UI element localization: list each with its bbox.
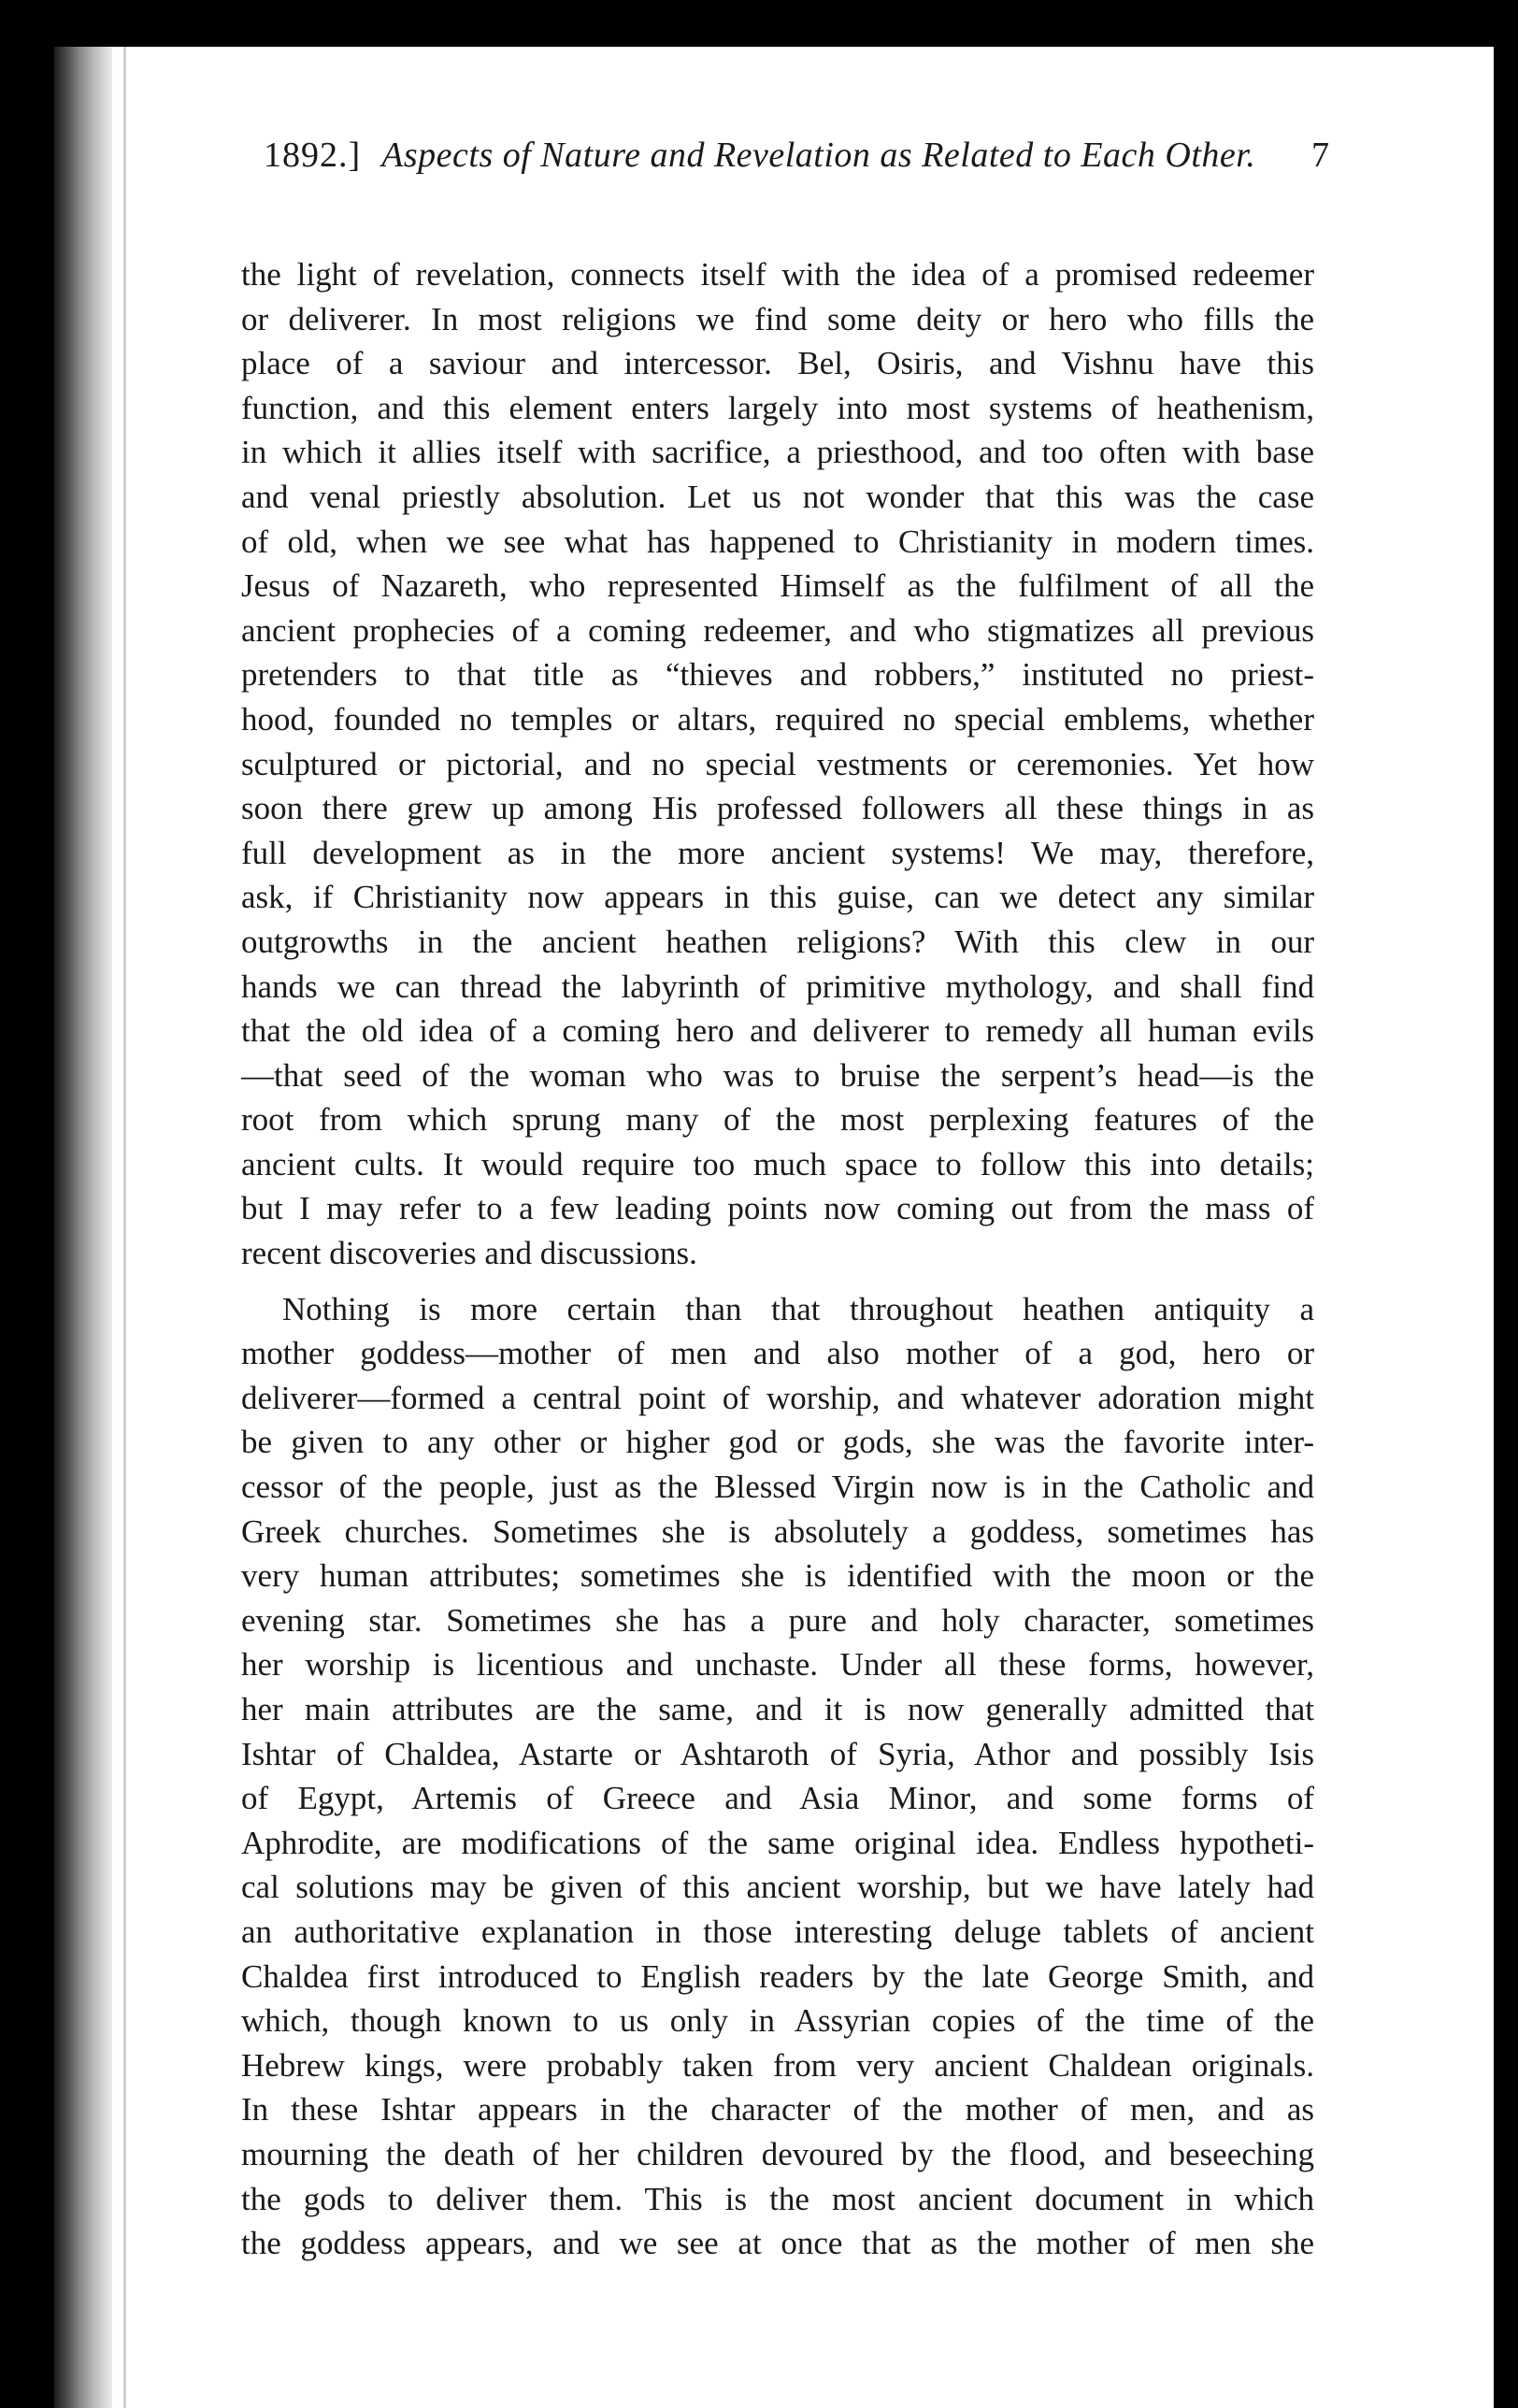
text-line: which, though known to us only in Assyrian copies of the time of the — [241, 2002, 1314, 2040]
text-line: cal solutions may be given of this ancient worship, but we have lately had — [241, 1869, 1314, 1906]
text-line: hands we can thread the labyrinth of primitive mythology, and shall find — [241, 968, 1314, 1005]
body-text — [241, 252, 1314, 2266]
text-line: full development as in the more ancient systems! We may, therefore, — [241, 834, 1314, 871]
text-line: —that seed of the woman who was to bruise the serpent’s head—is the — [241, 1056, 1314, 1094]
text-line: Greek churches. Sometimes she is absolutely a goddess, sometimes has — [241, 1512, 1314, 1550]
text-line: the goddess appears, and we see at once that as the mother of men she — [241, 2225, 1314, 2262]
text-line: Hebrew kings, were probably taken from very ancient Chaldean originals. — [241, 2046, 1314, 2084]
running-title: Aspects of Nature and Revelation as Related to Each Other. — [381, 136, 1256, 175]
text-line: but I may refer to a few leading points now coming out from the mass of — [241, 1190, 1314, 1227]
text-line: Aphrodite, are modifications of the same original idea. Endless hypotheti- — [241, 1824, 1314, 1861]
text-line: place of a saviour and intercessor. Bel, Osiris, and Vishnu have this — [241, 345, 1314, 382]
text-line: root from which sprung many of the most perplexing features of the — [241, 1101, 1314, 1139]
text-line: ancient prophecies of a coming redeemer, and who stigmatizes all previous — [241, 611, 1314, 649]
text-line: Jesus of Nazareth, who represented Himself as the fulfilment of all the — [241, 567, 1314, 605]
text-line: and venal priestly absolution. Let us not wonder that this was the case — [241, 478, 1314, 515]
text-line: in which it allies itself with sacrifice, a priesthood, and too often with base — [241, 434, 1314, 471]
text-line: her worship is licentious and unchaste. Under all these forms, however, — [241, 1646, 1314, 1684]
scan-speck — [1146, 2, 1153, 19]
header-year: 1892.] — [264, 136, 362, 175]
gutter-edge-line — [123, 47, 126, 2408]
text-line: the light of revelation, connects itself with the idea of a promised redeemer — [241, 256, 1314, 293]
text-line: function, and this element enters largely into most systems of heathenism, — [241, 389, 1314, 426]
text-line: her main attributes are the same, and it is now generally admitted that — [241, 1691, 1314, 1727]
text-line: of Egypt, Artemis of Greece and Asia Minor, and some forms of — [241, 1780, 1314, 1817]
text-line: ancient cults. It would require too much space to follow this into details; — [241, 1145, 1314, 1182]
text-line: deliverer—formed a central point of worship, and whatever adoration might — [241, 1379, 1314, 1416]
text-line: mother goddess—mother of men and also mother of a god, hero or — [241, 1335, 1314, 1372]
scan-speck — [273, 6, 286, 26]
paragraph-2 — [241, 1287, 1314, 2266]
text-line: an authoritative explanation in those interesting deluge tablets of ancient — [241, 1913, 1314, 1950]
text-line: the gods to deliver them. This is the most ancient document in which — [241, 2180, 1314, 2217]
text-line: of old, when we see what has happened to Christianity in modern times. — [241, 523, 1314, 560]
text-line: outgrowths in the ancient heathen religions? With this clew in our — [241, 923, 1314, 960]
text-line: evening star. Sometimes she has a pure and holy character, sometimes — [241, 1601, 1314, 1639]
text-line: Chaldea first introduced to English readers by the late George Smith, and — [241, 1957, 1314, 1995]
text-line: soon there grew up among His professed followers all these things in as — [241, 790, 1314, 827]
text-line: ask, if Christianity now appears in this guise, can we detect any similar — [241, 879, 1314, 916]
text-line: recent discoveries and discussions. — [241, 1235, 697, 1272]
text-line: or deliverer. In most religions we find some deity or hero who fills the — [241, 300, 1314, 337]
paragraph-1 — [241, 252, 1314, 1276]
text-line: be given to any other or higher god or gods, she was the favorite inter- — [241, 1424, 1314, 1461]
scan-speck — [292, 11, 301, 24]
text-line: hood, founded no temples or altars, required no special emblems, whether — [241, 700, 1314, 738]
text-line: mourning the death of her children devoured by the flood, and beseeching — [241, 2135, 1314, 2172]
scan-speck — [308, 19, 320, 26]
text-line: Nothing is more certain than that throughout heathen antiquity a — [282, 1290, 1314, 1327]
text-line: In these Ishtar appears in the character of the mother of men, and as — [241, 2091, 1314, 2128]
binding-gutter-shadow — [54, 47, 112, 2408]
text-line: pretenders to that title as “thieves and robbers,” instituted no priest- — [241, 656, 1314, 694]
page-number: 7 — [1311, 136, 1329, 175]
running-header — [264, 135, 1329, 200]
text-line: cessor of the people, just as the Blessed Virgin now is in the Catholic and — [241, 1469, 1314, 1506]
paragraph-gap — [241, 1276, 1314, 1287]
text-line: very human attributes; sometimes she is identified with the moon or the — [241, 1557, 1314, 1595]
text-line: Ishtar of Chaldea, Astarte or Ashtaroth of Syria, Athor and possibly Isis — [241, 1735, 1314, 1772]
text-line: that the old idea of a coming hero and deliverer to remedy all human evils — [241, 1012, 1314, 1050]
text-line: sculptured or pictorial, and no special vestments or ceremonies. Yet how — [241, 745, 1314, 782]
